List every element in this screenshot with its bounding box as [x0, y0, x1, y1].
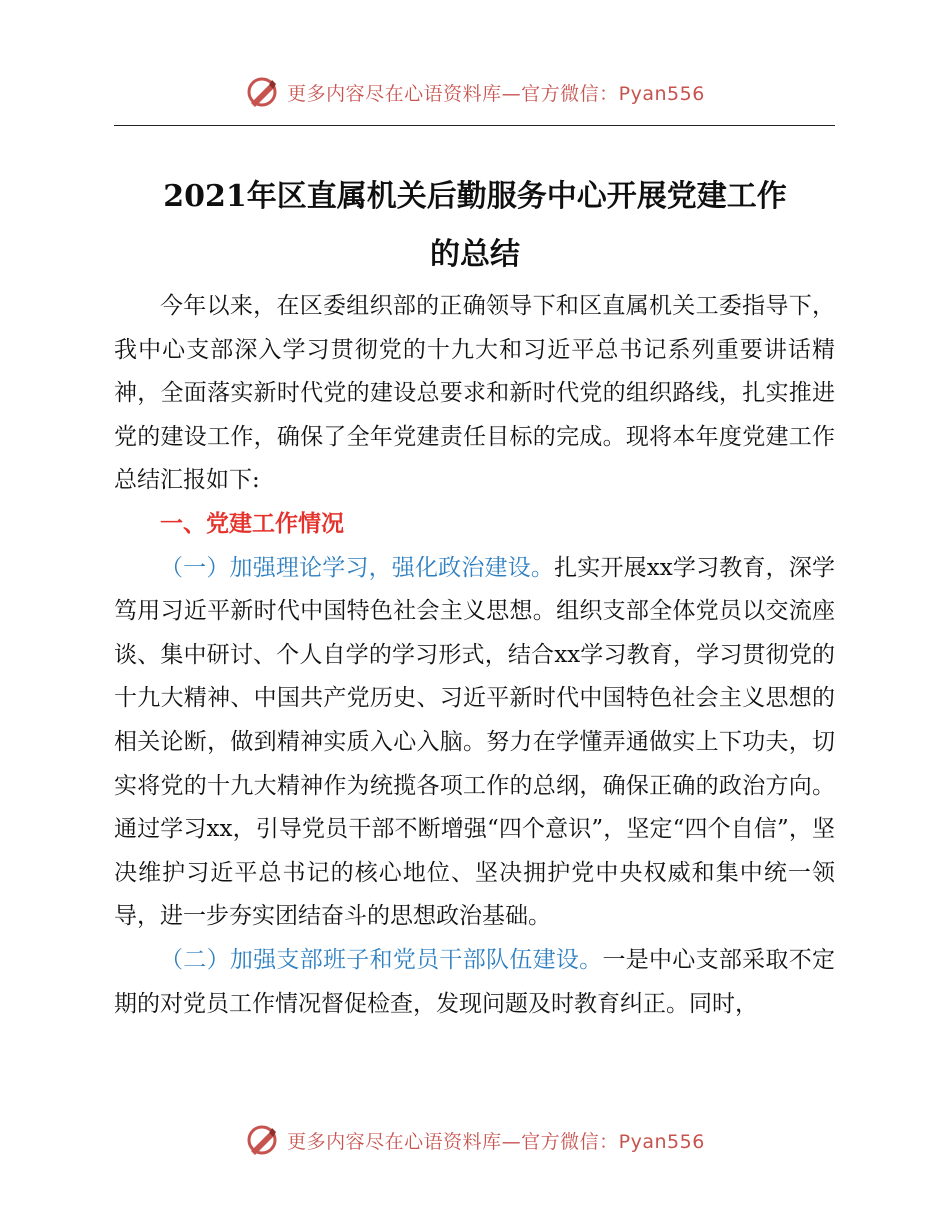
item-2-body: 一是中心支部采取不定期的对党员工作情况督促检查，发现问题及时教育纠正。同时， [114, 946, 836, 1017]
header-watermark [0, 72, 950, 112]
title-line-2: 的总结 [430, 237, 520, 272]
watermark-text: 更多内容尽在心语资料库—官方微信：Pyan556 [287, 1130, 705, 1153]
intro-paragraph: 今年以来，在区委组织部的正确领导下和区直属机关工委指导下，我中心支部深入学习贯彻党的十九大和习近平总书记系列重要讲话精神，全面落实新时代党的建设总要求和新时代党的组织路线，扎实推进党的建设工作，确保了全年党建责任目标的完成。现将本年度党建工作总结汇报如下: [114, 293, 835, 494]
header-divider [114, 125, 835, 126]
pen-logo-icon [245, 1123, 279, 1157]
footer-watermark [0, 1120, 950, 1160]
pen-logo-icon [245, 75, 279, 109]
section-heading: 一、党建工作情况 [160, 510, 344, 537]
item-1-paragraph [114, 547, 835, 939]
watermark-text: 更多内容尽在心语资料库—官方微信：Pyan556 [287, 82, 705, 105]
item-1-heading: （一）加强理论学习，强化政治建设。 [160, 554, 555, 581]
item-2-heading: （二）加强支部班子和党员干部队伍建设。 [160, 946, 603, 973]
document-title [100, 168, 850, 284]
item-1-body: 扎实开展xx学习教育，深学笃用习近平新时代中国特色社会主义思想。组织支部全体党员以交流座谈、集中研讨、个人自学的学习形式，结合xx学习教育，学习贯彻党的十九大精神、中国共产党历史、习近平新时代中国特色社会主义思想的相关论断，做到精神实质入心入脑。努力在学懂弄通做实上下功夫，切实将党的十九大精神作为统揽各项工作的总纲，确保正确的政治方向。通过学习xx，引导党员干部不断增强“四个意识”，坚定“四个自信”，坚决维护习近平总书记的核心地位、坚决拥护党中央权威和集中统一领导，进一步夯实团结奋斗的思想政治基础。 [114, 554, 836, 930]
title-line-1: 2021年区直属机关后勤服务中心开展党建工作 [163, 179, 787, 214]
document-body [114, 285, 835, 1026]
item-2-paragraph [114, 939, 835, 1026]
